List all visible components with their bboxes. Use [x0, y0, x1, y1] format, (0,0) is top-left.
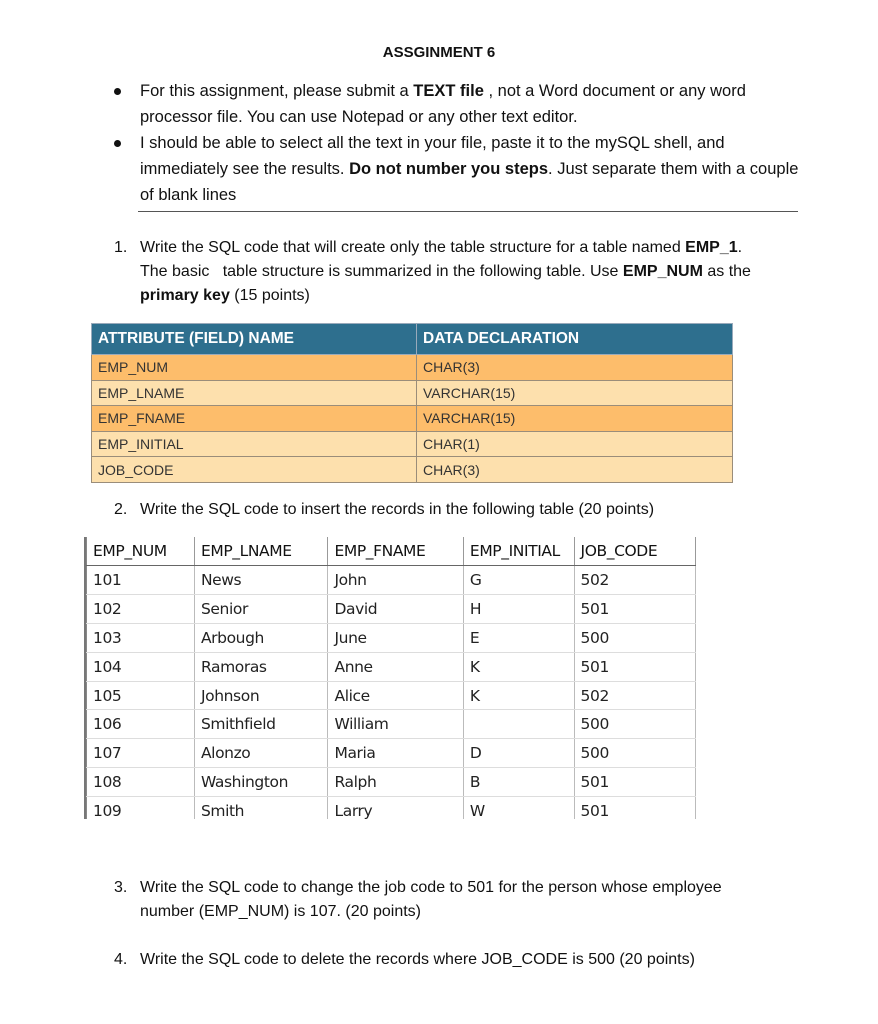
instruction-bold: TEXT file: [413, 82, 484, 100]
table-cell: William: [328, 710, 463, 739]
table-row: [87, 652, 696, 681]
question-number: 1.: [114, 239, 128, 256]
table-cell: Washington: [194, 768, 328, 797]
table-cell: 501: [574, 594, 695, 623]
question-text: .: [737, 239, 743, 256]
table-cell: Senior: [194, 594, 328, 623]
table-cell: CHAR(1): [417, 431, 733, 457]
table-cell: EMP_INITIAL: [92, 431, 417, 457]
table-cell: Smith: [194, 797, 328, 819]
table-cell: E: [463, 623, 574, 652]
bullet-icon: [114, 88, 121, 95]
attribute-table: [91, 323, 733, 483]
table-cell: K: [463, 681, 574, 710]
table-cell: H: [463, 594, 574, 623]
table-cell: 104: [87, 652, 195, 681]
instructions-list: [114, 78, 804, 208]
table-cell: [463, 710, 574, 739]
table-cell: JOB_CODE: [92, 457, 417, 483]
table-cell: 105: [87, 681, 195, 710]
question-number: 2.: [114, 501, 128, 518]
table-cell: Smithfield: [194, 710, 328, 739]
table-cell: 103: [87, 623, 195, 652]
table-row: [87, 710, 696, 739]
table-cell: John: [328, 566, 463, 595]
table-row: [92, 355, 733, 381]
table-row: [87, 623, 696, 652]
table-header: EMP_LNAME: [194, 537, 328, 566]
instruction-item: [114, 130, 804, 208]
question-text: The basic table structure is summarized in the following table. Use: [140, 263, 623, 280]
instruction-text: I should be able to select all the text in your file, paste it to the mySQL shell, and immediately see the results.: [140, 134, 725, 178]
table-cell: 108: [87, 768, 195, 797]
table-header: ATTRIBUTE (FIELD) NAME: [92, 324, 417, 355]
question-4: [114, 948, 814, 972]
table-cell: 501: [574, 652, 695, 681]
question-bold: EMP_NUM: [622, 263, 703, 280]
table-row: [92, 431, 733, 457]
divider: [138, 211, 798, 212]
table-cell: 102: [87, 594, 195, 623]
table-header: EMP_FNAME: [328, 537, 463, 566]
question-2: [114, 498, 814, 522]
table-cell: EMP_NUM: [92, 355, 417, 381]
records-table: [86, 537, 696, 819]
question-bold: EMP_1: [685, 239, 738, 256]
table-cell: Ralph: [328, 768, 463, 797]
table-cell: CHAR(3): [417, 355, 733, 381]
question-number: 4.: [114, 951, 128, 968]
question-text: as the: [702, 263, 751, 280]
table-cell: W: [463, 797, 574, 819]
table-cell: EMP_FNAME: [92, 406, 417, 432]
instruction-bold: Do not number you steps: [349, 160, 549, 178]
table-row: [92, 406, 733, 432]
table-header: JOB_CODE: [574, 537, 695, 566]
question-text: Write the SQL code to delete the records where JOB_CODE is 500 (20 points): [140, 951, 695, 968]
table-header: EMP_INITIAL: [463, 537, 574, 566]
table-cell: 106: [87, 710, 195, 739]
table-cell: 500: [574, 739, 695, 768]
table-cell: Arbough: [194, 623, 328, 652]
table-cell: EMP_LNAME: [92, 380, 417, 406]
table-row: [87, 681, 696, 710]
question-text: number (EMP_NUM) is 107. (20 points): [140, 903, 421, 920]
table-cell: 107: [87, 739, 195, 768]
instruction-text: . Just separate them with a couple of blank lines: [140, 160, 799, 204]
table-cell: Alonzo: [194, 739, 328, 768]
table-row: [87, 594, 696, 623]
question-text: (15 points): [229, 287, 310, 304]
table-cell: Ramoras: [194, 652, 328, 681]
question-number: 3.: [114, 879, 128, 896]
table-cell: Johnson: [194, 681, 328, 710]
table-cell: 109: [87, 797, 195, 819]
question-bold: primary key: [140, 287, 230, 304]
question-text: Write the SQL code to insert the records in the following table (20 points): [140, 501, 655, 518]
question-3: [114, 876, 814, 924]
table-cell: June: [328, 623, 463, 652]
question-text: Write the SQL code to change the job code to 501 for the person whose employee: [140, 879, 722, 896]
table-cell: 500: [574, 623, 695, 652]
table-header: EMP_NUM: [87, 537, 195, 566]
bullet-icon: [114, 140, 121, 147]
table-cell: Anne: [328, 652, 463, 681]
table-cell: 502: [574, 566, 695, 595]
question-1: [114, 236, 814, 310]
table-cell: David: [328, 594, 463, 623]
table-cell: 501: [574, 768, 695, 797]
table-row: [87, 739, 696, 768]
table-cell: D: [463, 739, 574, 768]
table-header: DATA DECLARATION: [417, 324, 733, 355]
table-row: [87, 797, 696, 819]
table-cell: CHAR(3): [417, 457, 733, 483]
instruction-text: , not a Word document or any word processor file. You can use Notepad or any other text editor.: [140, 82, 746, 126]
records-table-container: [84, 537, 696, 819]
question-text: Write the SQL code that will create only the table structure for a table named: [140, 239, 686, 256]
instruction-text: For this assignment, please submit a: [140, 82, 414, 100]
table-row: [87, 566, 696, 595]
instruction-item: [114, 78, 804, 130]
table-cell: 101: [87, 566, 195, 595]
table-cell: Maria: [328, 739, 463, 768]
table-cell: Larry: [328, 797, 463, 819]
table-cell: 500: [574, 710, 695, 739]
table-cell: 502: [574, 681, 695, 710]
table-cell: Alice: [328, 681, 463, 710]
table-cell: News: [194, 566, 328, 595]
table-cell: K: [463, 652, 574, 681]
page-title: ASSGINMENT 6: [382, 44, 496, 61]
table-cell: VARCHAR(15): [417, 380, 733, 406]
table-row: [92, 457, 733, 483]
table-cell: B: [463, 768, 574, 797]
table-cell: G: [463, 566, 574, 595]
table-cell: VARCHAR(15): [417, 406, 733, 432]
table-cell: 501: [574, 797, 695, 819]
table-row: [92, 380, 733, 406]
table-row: [87, 768, 696, 797]
